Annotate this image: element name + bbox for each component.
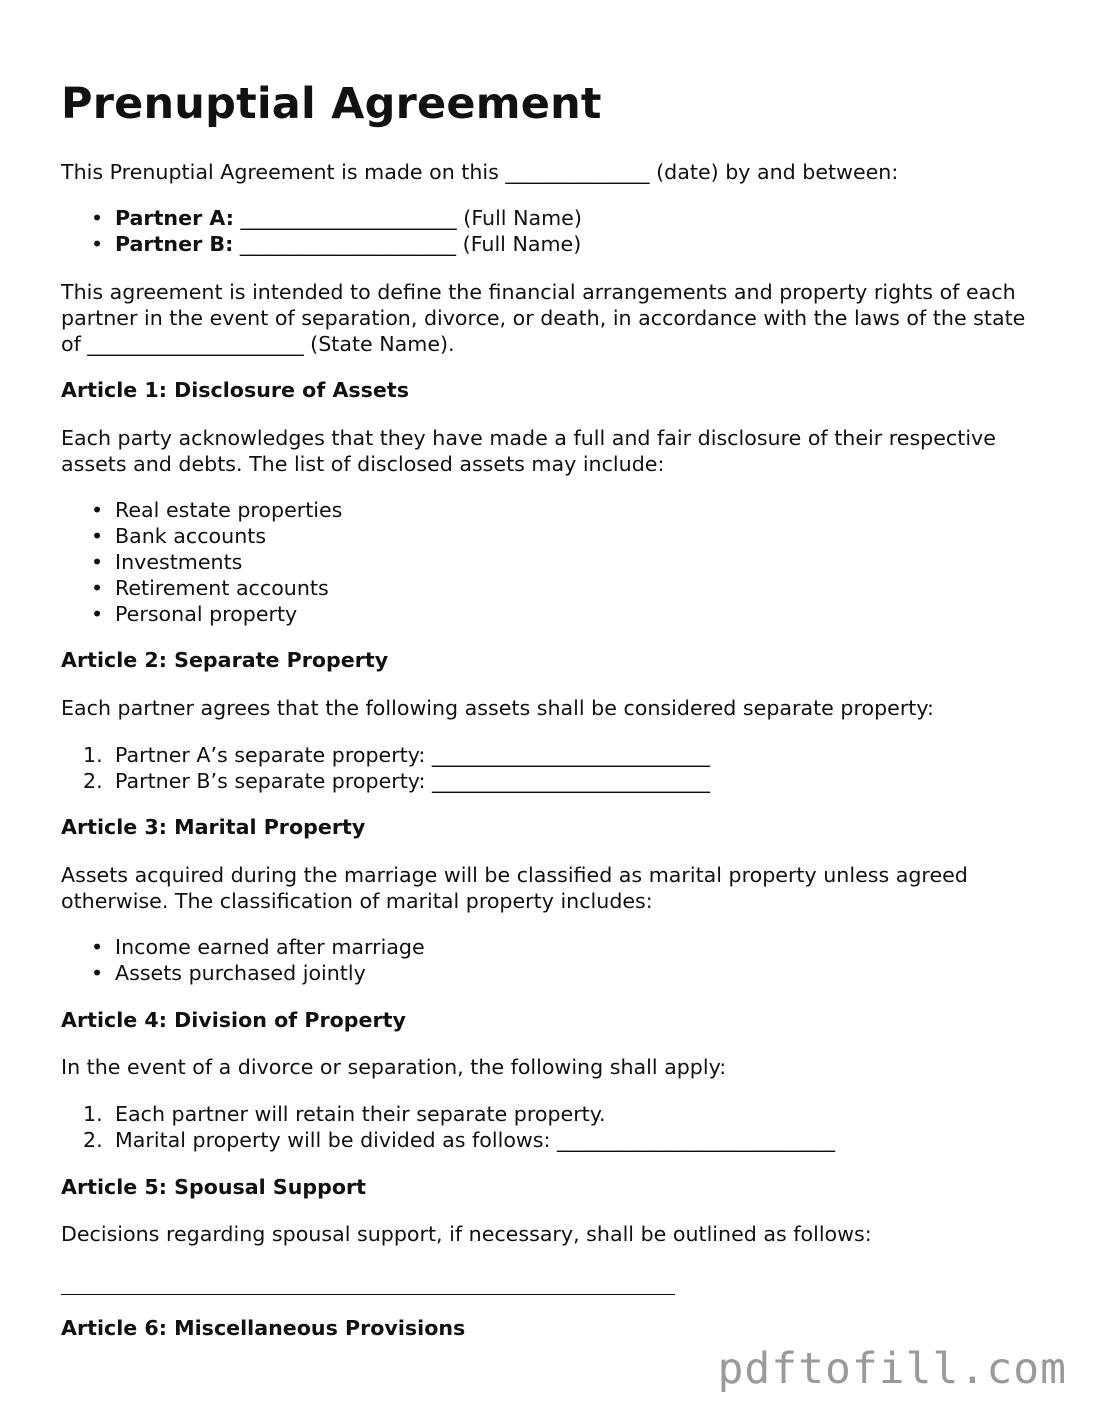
partner-b-label: Partner B: [115,232,234,256]
list-item: • Personal property [91,602,298,626]
list-item: • Real estate properties [91,498,343,522]
list-item[interactable]: 2. Partner B’s separate property: ___________________________ [83,769,710,793]
article-1-text: Each party acknowledges that they have made a full and fair disclosure of their respective assets and debts. The list of disclosed assets may include: [61,426,996,476]
article-5-heading: Article 5: Spousal Support [61,1175,367,1199]
intro-paragraph: This Prenuptial Agreement is made on this ______________ (date) by and between: [61,160,899,184]
list-item[interactable]: 1. Partner A’s separate property: ___________________________ [83,743,710,767]
article-5-text: Decisions regarding spousal support, if necessary, shall be outlined as follows: [61,1222,872,1246]
article-3-list [61,934,425,986]
purpose-paragraph: This agreement is intended to define the financial arrangements and property rights of each partner in the event of separation, divorce, or death, in accordance with the laws of the state of _____________________ (State Name). [61,280,1026,356]
list-item: • Assets purchased jointly [91,961,366,985]
article-4-text: In the event of a divorce or separation, the following shall apply: [61,1055,727,1079]
article-3-heading: Article 3: Marital Property [61,815,366,839]
partner-a-field[interactable]: _____________________ (Full Name) [233,206,582,230]
list-item: • Investments [91,550,243,574]
article-2-text: Each partner agrees that the following assets shall be considered separate property: [61,696,934,720]
article-2-heading: Article 2: Separate Property [61,648,389,672]
page-title: Prenuptial Agreement [61,79,602,129]
list-item: • Partner B: _____________________ (Full Name) [91,232,582,256]
partner-b-field[interactable]: _____________________ (Full Name) [233,232,582,256]
article-3-text: Assets acquired during the marriage will be classified as marital property unless agreed otherwise. The classification of marital property includes: [61,863,968,913]
watermark: pdftofill.com [717,1344,1067,1394]
list-item: • Retirement accounts [91,576,329,600]
article-6-heading: Article 6: Miscellaneous Provisions [61,1316,466,1340]
list-item: • Bank accounts [91,524,267,548]
article-4-heading: Article 4: Division of Property [61,1008,406,1032]
spousal-support-line[interactable] [61,1294,675,1295]
article-2-list [61,742,710,794]
list-item: • Partner A: _____________________ (Full Name) [91,206,582,230]
article-1-list [61,497,342,627]
partners-list [61,205,582,257]
article-4-list [61,1101,835,1153]
list-item: 1. Each partner will retain their separate property. [83,1102,606,1126]
partner-a-label: Partner A: [115,206,234,230]
list-item[interactable]: 2. Marital property will be divided as follows: ___________________________ [83,1128,836,1152]
article-1-heading: Article 1: Disclosure of Assets [61,378,409,402]
list-item: • Income earned after marriage [91,935,425,959]
